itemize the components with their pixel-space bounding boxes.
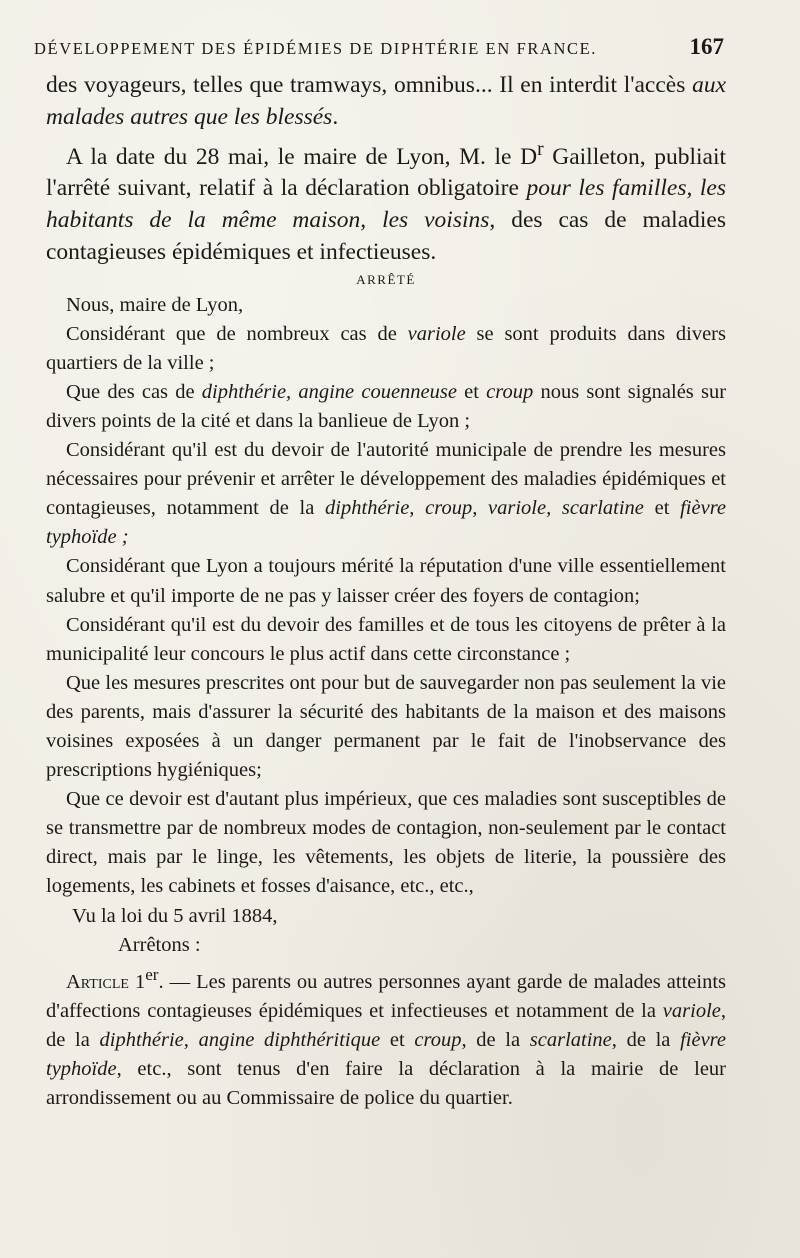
article-1 xyxy=(46,960,726,1113)
text-run: et xyxy=(380,1028,415,1051)
text-run: et xyxy=(643,497,681,520)
considerant-4: Considérant que Lyon a toujours mérité la réputation d'une ville essentiellement salubre et qu'il importe de ne pas y laisser créer des foyers de contagion; xyxy=(46,555,726,607)
italic-run: diphthérie, angine diphthéritique xyxy=(99,1028,381,1051)
considerant-7: Que ce devoir est d'autant plus impérieux, que ces maladies sont susceptibles de se transmettre par de nombreux modes de contagion, non-seulement par le contact direct, mais par le linge, les vêtements, les objets de literie, la poussière des logements, les cabinets et fosses d'aisance, etc., etc., xyxy=(46,788,726,898)
superscript: er xyxy=(145,964,159,984)
decree-nous: Nous, maire de Lyon, xyxy=(66,293,244,316)
text-run: Que des cas de xyxy=(66,380,202,403)
text-run: Considérant qu'il est du devoir de l'autorité municipale de prendre les mesures nécessaires pour prévenir et arrêter le développement des maladies épidémiques et contagieuses, notamment de la xyxy=(46,439,726,520)
text-run: , de la xyxy=(46,999,726,1051)
text-run: se sont produits dans divers quartiers de la ville ; xyxy=(46,322,726,374)
decree-text xyxy=(46,291,726,1113)
arrete-title: ARRÊTÉ xyxy=(356,271,416,287)
italic-run: diphthérie, angine couenneuse xyxy=(201,380,457,403)
text-run: nous sont signalés sur divers points de la cité et dans la banlieue de Lyon ; xyxy=(46,380,727,432)
text-run: Considérant que de nombreux cas de xyxy=(66,322,408,345)
text-run: des voyageurs, telles que tramways, omnibus... Il en interdit l'accès xyxy=(46,72,693,98)
superscript: r xyxy=(537,138,544,160)
considerant-3 xyxy=(46,436,726,552)
italic-run: fièvre typhoïde xyxy=(46,1028,726,1080)
considerant-6: Que les mesures prescrites ont pour but de sauvegarder non pas seulement la vie des parents, mais d'assurer la sécurité des habitants de la maison et des maisons voisines exposées à un danger permanent par le fait de l'inobservance des prescriptions hygiéniques; xyxy=(46,671,726,782)
text-run: A la date du 28 mai, le maire de Lyon, M. le D xyxy=(66,143,538,170)
arretons: Arrêtons : xyxy=(118,933,201,956)
text-run: et xyxy=(456,380,487,403)
italic-run: aux malades autres que les blessés xyxy=(46,72,726,130)
page-number: 167 xyxy=(689,34,724,59)
italic-run: croup xyxy=(414,1028,462,1051)
text-run: . — Les parents ou autres personnes ayant garde de malades atteints d'affections contagieuses épidémiques et infectieuses et notamment de la xyxy=(46,970,726,1022)
text-run: Gailleton, publiait l'arrêté suivant, relatif à la déclaration obligatoire xyxy=(46,143,727,202)
vu-la-loi: Vu la loi du 5 avril 1884, xyxy=(72,904,278,927)
italic-run: scarlatine xyxy=(529,1028,612,1051)
italic-run: diphthérie, croup, variole, scarlatine xyxy=(325,497,644,520)
italic-run: variole xyxy=(407,322,466,345)
considerant-5: Considérant qu'il est du devoir des familles et de tous les citoyens de prêter à la municipalité leur concours le plus actif dans cette circonstance ; xyxy=(46,613,726,665)
text-run: , de la xyxy=(461,1028,530,1051)
intro-paragraph-1 xyxy=(46,70,726,134)
considerant-2 xyxy=(46,378,726,436)
page-body xyxy=(46,70,726,1113)
article-label: Article 1 xyxy=(66,970,146,993)
considerant-1 xyxy=(46,320,726,378)
text-run: , etc., sont tenus d'en faire la déclaration à la mairie de leur arrondissement ou au Commissaire de police du quartier. xyxy=(46,1057,726,1109)
text-run: , de la xyxy=(611,1028,681,1051)
italic-run: croup xyxy=(486,380,534,403)
intro-paragraph-2 xyxy=(46,134,726,269)
running-head: DÉVELOPPEMENT DES ÉPIDÉMIES DE DIPHTÉRIE EN FRANCE. xyxy=(34,39,597,58)
italic-run: variole xyxy=(662,999,721,1022)
italic-run: fièvre typhoïde ; xyxy=(46,497,727,549)
page-header xyxy=(34,34,724,64)
text-run: . xyxy=(332,103,339,130)
text-run: , des cas de maladies contagieuses épidémiques et infectieuses. xyxy=(46,207,726,265)
italic-run: pour les familles, les habitants de la même maison, les voisins xyxy=(46,175,726,234)
